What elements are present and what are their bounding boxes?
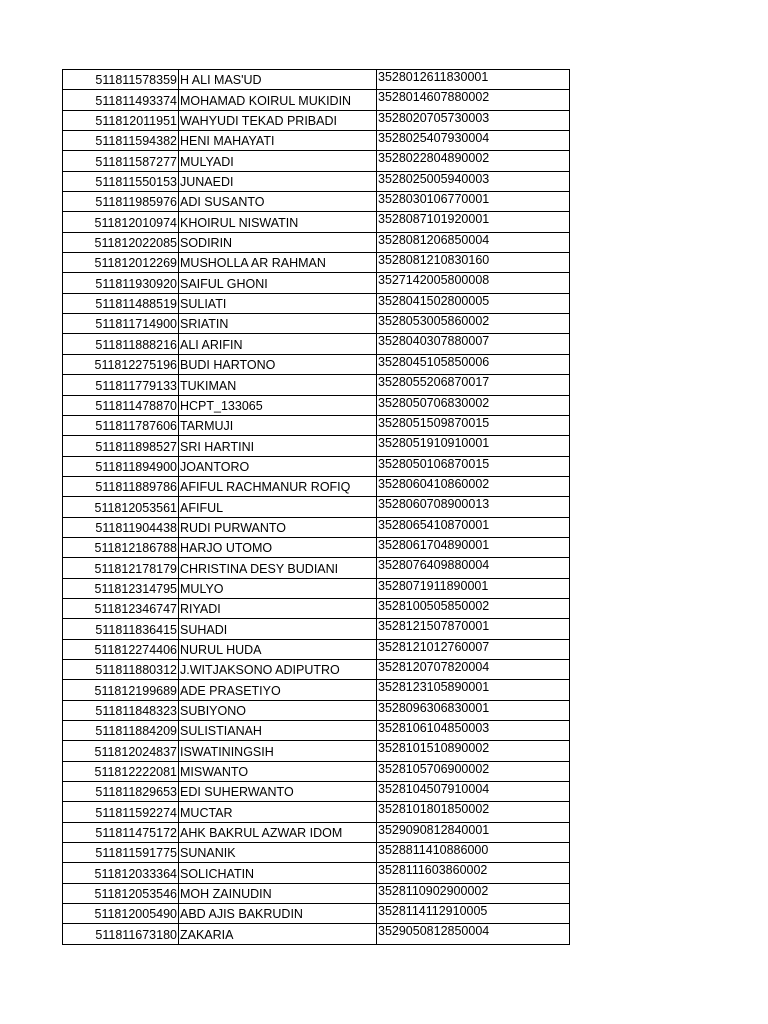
row-name-cell[interactable]: H ALI MAS'UD xyxy=(179,70,377,90)
table-row xyxy=(63,904,570,924)
row-id-cell[interactable]: 511811985976 xyxy=(63,192,179,212)
table-row xyxy=(63,232,570,252)
row-nik-cell[interactable]: 3528106104850003 xyxy=(377,721,570,741)
table-row xyxy=(63,415,570,435)
row-nik-cell[interactable]: 3528076409880004 xyxy=(377,558,570,578)
row-id-cell[interactable]: 511811779133 xyxy=(63,375,179,395)
table-row xyxy=(63,497,570,517)
row-name-cell[interactable]: SUNANIK xyxy=(179,843,377,863)
table-row xyxy=(63,293,570,313)
table-row xyxy=(63,782,570,802)
row-name-cell[interactable]: AFIFUL RACHMANUR ROFIQ xyxy=(179,476,377,496)
table-row xyxy=(63,741,570,761)
row-nik-cell[interactable]: 3528120707820004 xyxy=(377,659,570,679)
table-row xyxy=(63,70,570,90)
row-name-cell[interactable]: HENI MAHAYATI xyxy=(179,131,377,151)
row-id-cell[interactable]: 511811829653 xyxy=(63,782,179,802)
row-nik-cell[interactable]: 3528020705730003 xyxy=(377,110,570,130)
table-row xyxy=(63,659,570,679)
row-nik-cell[interactable]: 3528811410886000 xyxy=(377,843,570,863)
row-name-cell[interactable]: WAHYUDI TEKAD PRIBADI xyxy=(179,110,377,130)
table-row xyxy=(63,192,570,212)
row-id-cell[interactable]: 511811894900 xyxy=(63,456,179,476)
row-nik-cell[interactable]: 3528100505850002 xyxy=(377,598,570,618)
table-row xyxy=(63,863,570,883)
table-row xyxy=(63,151,570,171)
table-row xyxy=(63,802,570,822)
row-name-cell[interactable]: MUSHOLLA AR RAHMAN xyxy=(179,253,377,273)
row-nik-cell[interactable]: 3528025407930004 xyxy=(377,131,570,151)
row-nik-cell[interactable]: 3528041502800005 xyxy=(377,293,570,313)
row-nik-cell[interactable]: 3527142005800008 xyxy=(377,273,570,293)
row-name-cell[interactable]: ABD AJIS BAKRUDIN xyxy=(179,904,377,924)
row-name-cell[interactable]: ADE PRASETIYO xyxy=(179,680,377,700)
row-id-cell[interactable]: 511811475172 xyxy=(63,822,179,842)
row-id-cell[interactable]: 511811591775 xyxy=(63,843,179,863)
row-name-cell[interactable]: MULYO xyxy=(179,578,377,598)
table-row xyxy=(63,476,570,496)
row-id-cell[interactable]: 511812010974 xyxy=(63,212,179,232)
row-id-cell[interactable]: 511811673180 xyxy=(63,924,179,944)
row-id-cell[interactable]: 511811888216 xyxy=(63,334,179,354)
row-name-cell[interactable]: MOHAMAD KOIRUL MUKIDIN xyxy=(179,90,377,110)
row-name-cell[interactable]: CHRISTINA DESY BUDIANI xyxy=(179,558,377,578)
row-nik-cell[interactable]: 3528053005860002 xyxy=(377,314,570,334)
row-name-cell[interactable]: SRIATIN xyxy=(179,314,377,334)
row-name-cell[interactable]: SRI HARTINI xyxy=(179,436,377,456)
table-row xyxy=(63,578,570,598)
row-nik-cell[interactable]: 3528051910910001 xyxy=(377,436,570,456)
row-nik-cell[interactable]: 3528101510890002 xyxy=(377,741,570,761)
row-id-cell[interactable]: 511811880312 xyxy=(63,659,179,679)
row-id-cell[interactable]: 511812178179 xyxy=(63,558,179,578)
row-nik-cell[interactable]: 3528081210830160 xyxy=(377,253,570,273)
row-nik-cell[interactable]: 3528123105890001 xyxy=(377,680,570,700)
row-name-cell[interactable]: SULIATI xyxy=(179,293,377,313)
row-nik-cell[interactable]: 3528081206850004 xyxy=(377,232,570,252)
row-nik-cell[interactable]: 3528087101920001 xyxy=(377,212,570,232)
table-row xyxy=(63,253,570,273)
row-id-cell[interactable]: 511811848323 xyxy=(63,700,179,720)
row-name-cell[interactable]: RUDI PURWANTO xyxy=(179,517,377,537)
row-nik-cell[interactable]: 3528060708900013 xyxy=(377,497,570,517)
table-row xyxy=(63,456,570,476)
row-id-cell[interactable]: 511811904438 xyxy=(63,517,179,537)
row-id-cell[interactable]: 511811550153 xyxy=(63,171,179,191)
table-row xyxy=(63,924,570,944)
row-name-cell[interactable]: MISWANTO xyxy=(179,761,377,781)
row-nik-cell[interactable]: 3528110902900002 xyxy=(377,883,570,903)
row-name-cell[interactable]: MOH ZAINUDIN xyxy=(179,883,377,903)
row-nik-cell[interactable]: 3528105706900002 xyxy=(377,761,570,781)
table-row xyxy=(63,436,570,456)
row-nik-cell[interactable]: 3528050106870015 xyxy=(377,456,570,476)
row-id-cell[interactable]: 511811578359 xyxy=(63,70,179,90)
row-id-cell[interactable]: 511812199689 xyxy=(63,680,179,700)
table-row xyxy=(63,334,570,354)
row-id-cell[interactable]: 511811836415 xyxy=(63,619,179,639)
table-row xyxy=(63,171,570,191)
row-nik-cell[interactable]: 3528101801850002 xyxy=(377,802,570,822)
table-row xyxy=(63,131,570,151)
row-nik-cell[interactable]: 3528040307880007 xyxy=(377,334,570,354)
row-id-cell[interactable]: 511812024837 xyxy=(63,741,179,761)
row-name-cell[interactable]: ZAKARIA xyxy=(179,924,377,944)
row-name-cell[interactable]: TARMUJI xyxy=(179,415,377,435)
row-id-cell[interactable]: 511812053546 xyxy=(63,883,179,903)
table-row xyxy=(63,843,570,863)
table-row xyxy=(63,375,570,395)
row-id-cell[interactable]: 511811478870 xyxy=(63,395,179,415)
row-name-cell[interactable]: ALI ARIFIN xyxy=(179,334,377,354)
row-nik-cell[interactable]: 3528050706830002 xyxy=(377,395,570,415)
row-nik-cell[interactable]: 3528071911890001 xyxy=(377,578,570,598)
row-name-cell[interactable]: JUNAEDI xyxy=(179,171,377,191)
row-nik-cell[interactable]: 3528121507870001 xyxy=(377,619,570,639)
row-nik-cell[interactable]: 3528025005940003 xyxy=(377,171,570,191)
row-name-cell[interactable]: HARJO UTOMO xyxy=(179,537,377,557)
table-row xyxy=(63,354,570,374)
table-row xyxy=(63,619,570,639)
row-id-cell[interactable]: 511812005490 xyxy=(63,904,179,924)
row-id-cell[interactable]: 511811587277 xyxy=(63,151,179,171)
row-nik-cell[interactable]: 3528030106770001 xyxy=(377,192,570,212)
row-nik-cell[interactable]: 3529090812840001 xyxy=(377,822,570,842)
table-row xyxy=(63,598,570,618)
data-table xyxy=(62,69,570,945)
table-row xyxy=(63,639,570,659)
row-id-cell[interactable]: 511812222081 xyxy=(63,761,179,781)
table-body xyxy=(63,70,570,945)
table-row xyxy=(63,721,570,741)
row-id-cell[interactable]: 511811592274 xyxy=(63,802,179,822)
row-nik-cell[interactable]: 3528012611830001 xyxy=(377,70,570,90)
table-row xyxy=(63,517,570,537)
table-row xyxy=(63,883,570,903)
table-row xyxy=(63,90,570,110)
row-id-cell[interactable]: 511812012269 xyxy=(63,253,179,273)
row-id-cell[interactable]: 511812274406 xyxy=(63,639,179,659)
row-nik-cell[interactable]: 3528096306830001 xyxy=(377,700,570,720)
row-id-cell[interactable]: 511812314795 xyxy=(63,578,179,598)
table-row xyxy=(63,822,570,842)
row-nik-cell[interactable]: 3529050812850004 xyxy=(377,924,570,944)
row-name-cell[interactable]: SODIRIN xyxy=(179,232,377,252)
row-id-cell[interactable]: 511812022085 xyxy=(63,232,179,252)
row-nik-cell[interactable]: 3528014607880002 xyxy=(377,90,570,110)
table-row xyxy=(63,761,570,781)
row-nik-cell[interactable]: 3528111603860002 xyxy=(377,863,570,883)
row-name-cell[interactable]: ADI SUSANTO xyxy=(179,192,377,212)
row-id-cell[interactable]: 511811889786 xyxy=(63,476,179,496)
row-name-cell[interactable]: ISWATININGSIH xyxy=(179,741,377,761)
row-nik-cell[interactable]: 3528055206870017 xyxy=(377,375,570,395)
row-id-cell[interactable]: 511812346747 xyxy=(63,598,179,618)
row-name-cell[interactable]: JOANTORO xyxy=(179,456,377,476)
table-row xyxy=(63,680,570,700)
row-name-cell[interactable]: SAIFUL GHONI xyxy=(179,273,377,293)
row-name-cell[interactable]: SOLICHATIN xyxy=(179,863,377,883)
row-id-cell[interactable]: 511811714900 xyxy=(63,314,179,334)
row-nik-cell[interactable]: 3528065410870001 xyxy=(377,517,570,537)
row-name-cell[interactable]: SUHADI xyxy=(179,619,377,639)
row-id-cell[interactable]: 511811930920 xyxy=(63,273,179,293)
row-id-cell[interactable]: 511811594382 xyxy=(63,131,179,151)
table-row xyxy=(63,110,570,130)
row-name-cell[interactable]: HCPT_133065 xyxy=(179,395,377,415)
row-nik-cell[interactable]: 3528022804890002 xyxy=(377,151,570,171)
row-name-cell[interactable]: KHOIRUL NISWATIN xyxy=(179,212,377,232)
row-name-cell[interactable]: AFIFUL xyxy=(179,497,377,517)
table-row xyxy=(63,558,570,578)
row-nik-cell[interactable]: 3528045105850006 xyxy=(377,354,570,374)
row-name-cell[interactable]: MULYADI xyxy=(179,151,377,171)
row-id-cell[interactable]: 511811898527 xyxy=(63,436,179,456)
row-id-cell[interactable]: 511812053561 xyxy=(63,497,179,517)
table-row xyxy=(63,212,570,232)
row-id-cell[interactable]: 511811493374 xyxy=(63,90,179,110)
row-name-cell[interactable]: EDI SUHERWANTO xyxy=(179,782,377,802)
row-name-cell[interactable]: AHK BAKRUL AZWAR IDOM xyxy=(179,822,377,842)
row-nik-cell[interactable]: 3528114112910005 xyxy=(377,904,570,924)
row-id-cell[interactable]: 511812033364 xyxy=(63,863,179,883)
row-nik-cell[interactable]: 3528051509870015 xyxy=(377,415,570,435)
row-name-cell[interactable]: TUKIMAN xyxy=(179,375,377,395)
table-row xyxy=(63,395,570,415)
row-name-cell[interactable]: J.WITJAKSONO ADIPUTRO xyxy=(179,659,377,679)
row-name-cell[interactable]: BUDI HARTONO xyxy=(179,354,377,374)
row-name-cell[interactable]: NURUL HUDA xyxy=(179,639,377,659)
row-name-cell[interactable]: SULISTIANAH xyxy=(179,721,377,741)
table-row xyxy=(63,537,570,557)
row-nik-cell[interactable]: 3528060410860002 xyxy=(377,476,570,496)
row-id-cell[interactable]: 511812275196 xyxy=(63,354,179,374)
row-nik-cell[interactable]: 3528104507910004 xyxy=(377,782,570,802)
table-row xyxy=(63,700,570,720)
row-id-cell[interactable]: 511811884209 xyxy=(63,721,179,741)
table-row xyxy=(63,273,570,293)
row-id-cell[interactable]: 511812186788 xyxy=(63,537,179,557)
row-name-cell[interactable]: MUCTAR xyxy=(179,802,377,822)
row-id-cell[interactable]: 511812011951 xyxy=(63,110,179,130)
row-id-cell[interactable]: 511811488519 xyxy=(63,293,179,313)
row-name-cell[interactable]: SUBIYONO xyxy=(179,700,377,720)
row-nik-cell[interactable]: 3528061704890001 xyxy=(377,537,570,557)
row-name-cell[interactable]: RIYADI xyxy=(179,598,377,618)
row-id-cell[interactable]: 511811787606 xyxy=(63,415,179,435)
table-row xyxy=(63,314,570,334)
row-nik-cell[interactable]: 3528121012760007 xyxy=(377,639,570,659)
